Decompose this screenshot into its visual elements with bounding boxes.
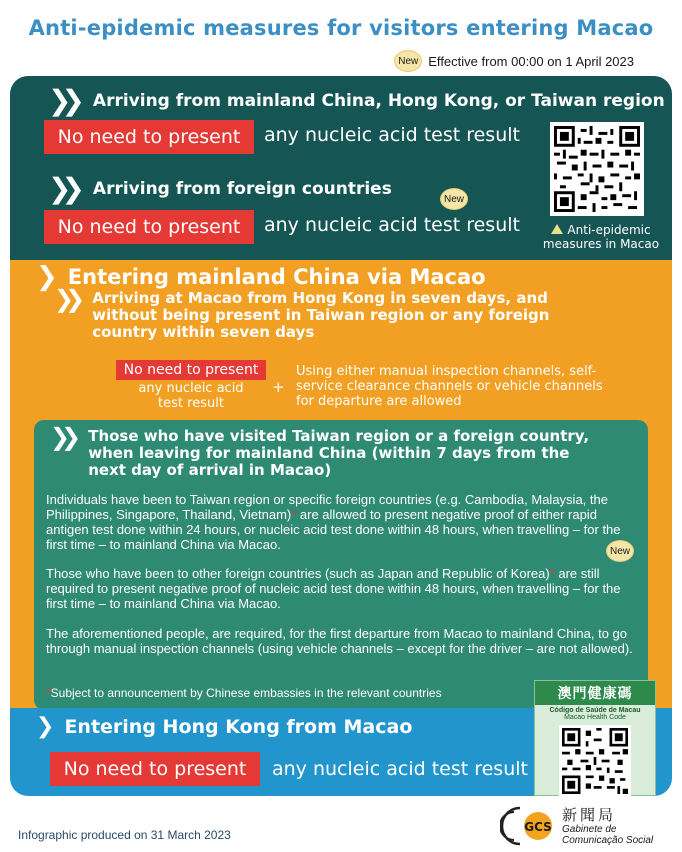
info-card xyxy=(10,76,672,796)
no-need-badge-1: No need to present xyxy=(44,120,254,154)
no-need-badge-2: No need to present xyxy=(44,210,254,244)
effective-text: Effective from 00:00 on 1 April 2023 xyxy=(428,53,634,69)
plus-sign: + xyxy=(272,378,285,396)
triangle-icon xyxy=(551,224,563,234)
page-title: Anti-epidemic measures for visitors entering Macao xyxy=(28,16,654,40)
paragraph-manual-inspection: The aforementioned people, are required, for the first departure from Macao to mainland China, to go through manual inspection channels (using vehicle channels – except for the driver – are not allowed). xyxy=(46,626,633,656)
double-chevron-icon: ❯❯ xyxy=(54,285,77,313)
health-code-pt: Código de Saúde de Macau xyxy=(549,707,641,714)
new-badge: New xyxy=(394,50,422,72)
health-code-en: Macao Health Code xyxy=(564,714,626,721)
logo-chinese: 新聞局 xyxy=(562,806,617,824)
chevron-right-icon: ❯ xyxy=(36,262,58,292)
macao-health-code[interactable] xyxy=(534,680,656,796)
heading-visited-taiwan: ❯❯ Those who have visited Taiwan region or a foreign country, when leaving for mainland China (within 7 days from the next day of arrival in Macao) xyxy=(50,423,590,479)
heading-entering-hk: ❯ Entering Hong Kong from Macao xyxy=(36,714,413,739)
section-visited-taiwan-foreign xyxy=(34,420,648,710)
footer-note: Infographic produced on 31 March 2023 xyxy=(18,828,231,842)
any-result-text-2: any nucleic acid test result xyxy=(264,214,520,236)
double-chevron-icon: ❯❯ xyxy=(48,172,75,205)
any-result-text-4: any nucleic acid test result xyxy=(272,758,528,780)
qr-code-anti-epidemic[interactable] xyxy=(550,122,644,216)
health-code-title: 澳門健康碼 xyxy=(535,681,655,705)
heading-entering-mainland: ❯ Entering mainland China via Macao xyxy=(36,262,486,292)
sub-heading-hk-arrival: ❯❯ Arriving at Macao from Hong Kong in seven days, and without being present in Taiwan region or any foreign country within seven days xyxy=(54,285,550,341)
footnote: *Subject to announcement by Chinese embassies in the relevant countries xyxy=(46,686,442,700)
heading-arriving-foreign: ❯❯ Arriving from foreign countries xyxy=(48,172,392,205)
qr-code-icon xyxy=(562,728,628,794)
gcs-logo-mark xyxy=(500,802,560,848)
heading-arriving-greater-china: ❯❯ Arriving from mainland China, Hong Kong, or Taiwan region xyxy=(48,84,665,117)
qr-code-icon xyxy=(554,126,640,212)
section-arriving xyxy=(10,76,672,260)
any-result-text-1: any nucleic acid test result xyxy=(264,124,520,146)
logo-mark-text: GCS xyxy=(524,820,552,834)
logo-text: Gabinete de Comunicação Social xyxy=(562,824,654,846)
effective-date xyxy=(394,50,634,72)
new-badge: New xyxy=(606,540,634,562)
qr-code-health xyxy=(559,725,631,796)
chevron-right-icon: ❯ xyxy=(36,714,55,739)
double-chevron-icon: ❯❯ xyxy=(48,84,75,117)
gcs-logo xyxy=(500,802,676,848)
no-need-badge-3: No need to present xyxy=(116,360,266,380)
qr-caption: Anti-epidemic measures in Macao xyxy=(542,223,660,251)
any-result-text-3: any nucleic acid test result xyxy=(138,381,244,411)
paragraph-other-countries: Those who have been to other foreign countries (such as Japan and Republic of Korea)* are still required to present negative proof of nucleic acid test done within 48 hours, when travelling – for the first time – to mainland China via Macao. xyxy=(46,566,621,611)
double-chevron-icon: ❯❯ xyxy=(50,423,73,451)
new-badge: New xyxy=(440,188,468,210)
no-need-badge-4: No need to present xyxy=(50,752,260,786)
paragraph-specific-countries: Individuals have been to Taiwan region or specific foreign countries (e.g. Cambodia, Malaysia, the Philippines, Singapore, Thailand, Vietnam)* are allowed to present negative proof of either rapid antigen test done within 24 hours, or nucleic acid test done within 48 hours, when travelling – for the first time – to mainland China via Macao. xyxy=(46,492,621,552)
channels-text: Using either manual inspection channels, self-service clearance channels or vehicle channels for departure are allowed xyxy=(296,364,603,409)
